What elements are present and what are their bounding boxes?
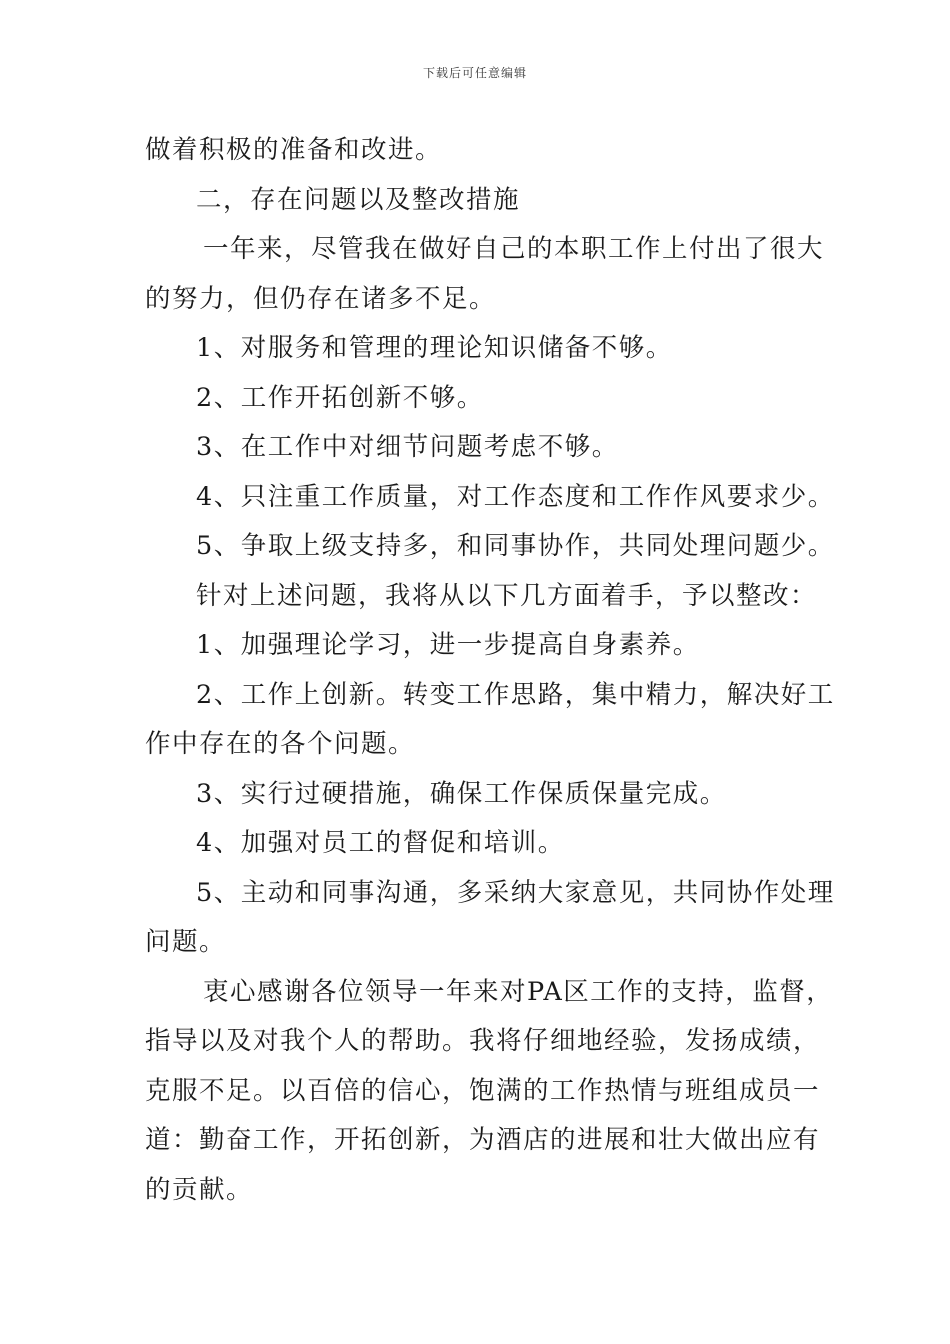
text-line: 一年来，尽管我在做好自己的本职工作上付出了很大	[203, 234, 825, 264]
page-header: 下载后可任意编辑	[422, 66, 527, 80]
text-line: 道：勤奋工作，开拓创新，为酒店的进展和壮大做出应有	[145, 1125, 821, 1155]
list-item: 4、加强对员工的督促和培训。	[196, 828, 565, 858]
list-item: 4、只注重工作质量，对工作态度和工作作风要求少。	[196, 481, 835, 512]
list-item: 1、对服务和管理的理论知识储备不够。	[196, 333, 673, 363]
list-item: 5、争取上级支持多，和同事协作，共同处理问题少。	[196, 531, 835, 561]
text-line: 问题。	[145, 927, 227, 957]
document-body	[145, 126, 835, 1215]
list-item: 2、工作上创新。转变工作思路，集中精力，解决好工	[196, 679, 835, 710]
list-item: 5、主动和同事沟通，多采纳大家意见，共同协作处理	[196, 877, 835, 908]
text-line: 衷心感谢各位领导一年来对PA区工作的支持，监督，	[203, 976, 834, 1007]
list-item: 1、加强理论学习，进一步提高自身素养。	[196, 630, 700, 660]
text-line: 指导以及对我个人的帮助。我将仔细地经验，发扬成绩，	[145, 1026, 821, 1056]
list-item: 3、在工作中对细节问题考虑不够。	[196, 432, 619, 462]
text-line: 作中存在的各个问题。	[145, 729, 416, 759]
text-line: 针对上述问题，我将从以下几方面着手，予以整改：	[196, 580, 818, 611]
text-line: 的贡献。	[145, 1174, 254, 1205]
text-line: 的努力，但仍存在诸多不足。	[145, 283, 497, 314]
text-line: 克服不足。以百倍的信心，饱满的工作热情与班组成员一	[145, 1075, 821, 1106]
text-line: 做着积极的准备和改进。	[145, 135, 443, 165]
section-heading: 二，存在问题以及整改措施	[196, 184, 521, 215]
list-item: 2、工作开拓创新不够。	[196, 382, 484, 413]
list-item: 3、实行过硬措施，确保工作保质保量完成。	[196, 778, 727, 809]
